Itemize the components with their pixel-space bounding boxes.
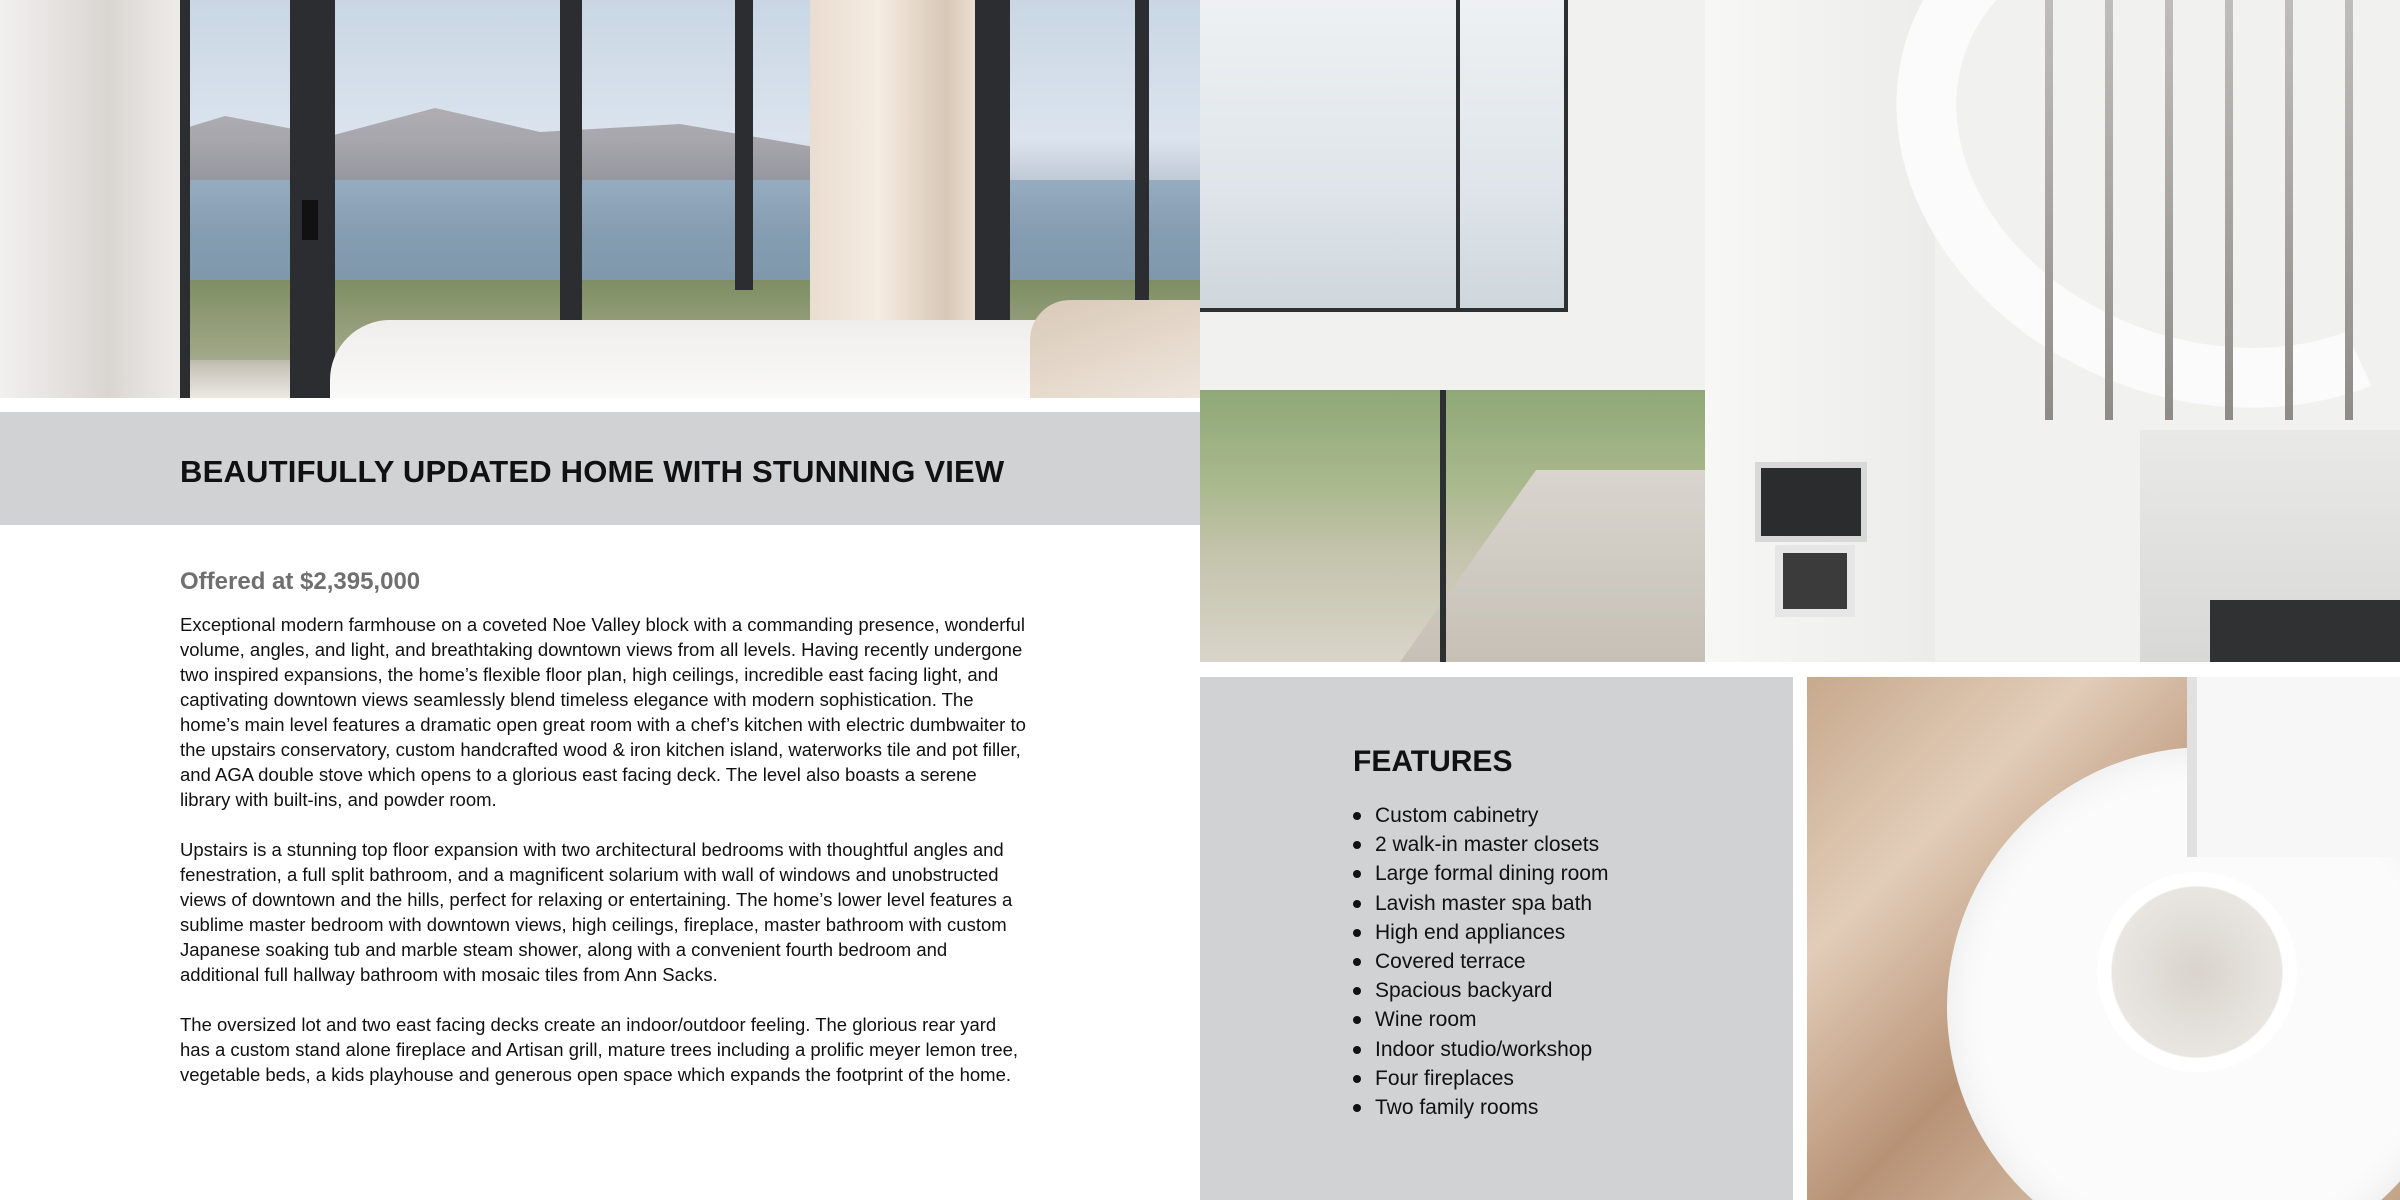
upper-window (1200, 0, 1568, 312)
sheer-curtain (0, 0, 180, 398)
feature-item: Covered terrace (1353, 947, 1608, 976)
spiral-core (2097, 872, 2297, 1072)
railing-post (2165, 0, 2173, 420)
description-paragraph: The oversized lot and two east facing decks create an indoor/outdoor feeling. The glorious rear yard has a custom stand alone fireplace and Artisan grill, mature trees including a prolific meyer lemon tree, vegetable beds, a kids playhouse and generous open space which expands the footprint of the home. (180, 1014, 1019, 1085)
kitchen-counter (2210, 600, 2400, 662)
linen-curtain (810, 0, 980, 340)
features-panel (1200, 677, 1793, 1200)
description-paragraph: Upstairs is a stunning top floor expansion with two architectural bedrooms with thoughtful angles and fenestration, a full split bathroom, and a magnificent solarium with wall of windows and unobstructed views of downtown and the hills, perfect for relaxing or entertaining. The home’s lower level features a sublime master bedroom with downtown views, high ceilings, fireplace, master bathroom with custom Japanese soaking tub and marble steam shower, along with a convenient fourth bedroom and additional full hallway bathroom with mosaic tiles from Ann Sacks. (180, 839, 1013, 985)
railing-post (2225, 0, 2233, 420)
features-heading: FEATURES (1353, 745, 1513, 778)
railing-post (2045, 0, 2053, 420)
price: Offered at $2,395,000 (180, 568, 421, 595)
feature-item: Large formal dining room (1353, 859, 1608, 888)
description (180, 612, 1030, 1112)
distant-hills (120, 100, 820, 180)
window-frame (975, 0, 1010, 340)
feature-item: Lavish master spa bath (1353, 889, 1608, 918)
atrium-staircase-photo (1200, 0, 2400, 662)
door-handle (302, 200, 318, 240)
window-frame (735, 0, 753, 290)
lake (120, 180, 1200, 290)
feature-item: 2 walk-in master closets (1353, 830, 1608, 859)
feature-item: Spacious backyard (1353, 976, 1608, 1005)
television (1755, 462, 1867, 542)
pillow (1030, 300, 1200, 398)
feature-item: High end appliances (1353, 918, 1608, 947)
spiral-stair-photo (1807, 677, 2400, 1200)
window-frame (180, 0, 190, 398)
upper-landing (2197, 677, 2400, 857)
window-frame (1135, 0, 1149, 340)
railing-post (2345, 0, 2353, 420)
window-frame (290, 0, 335, 398)
window-mullion (1456, 0, 1460, 312)
description-paragraph: Exceptional modern farmhouse on a coveted Noe Valley block with a commanding presence, wonderful volume, angles, and light, and breathtaking downtown views from all levels. Having recently undergone two inspired expansions, the home’s flexible floor plan, high ceilings, incredible east facing light, and captivating downtown views seamlessly blend timeless elegance with modern sophistication. The home’s main level features a dramatic open great room with a chef’s kitchen with electric dumbwaiter to the upstairs conservatory, custom handcrafted wood & iron kitchen island, waterworks tile and pot filler, and AGA double stove which opens to a glorious east facing deck. The level also boasts a serene library with built-ins, and powder room. (180, 614, 1026, 810)
feature-item: Two family rooms (1353, 1093, 1608, 1122)
railing-post (2105, 0, 2113, 420)
feature-item: Custom cabinetry (1353, 801, 1608, 830)
features-list (1353, 801, 1608, 1122)
feature-item: Indoor studio/workshop (1353, 1035, 1608, 1064)
feature-item: Wine room (1353, 1005, 1608, 1034)
feature-item: Four fireplaces (1353, 1064, 1608, 1093)
railing-post (2285, 0, 2293, 420)
fireplace (1775, 545, 1855, 617)
door-frame (1440, 390, 1446, 662)
page-title: BEAUTIFULLY UPDATED HOME WITH STUNNING VIEW (180, 454, 1005, 489)
title-band (0, 412, 1200, 525)
bedroom-lake-view-photo (0, 0, 1200, 398)
